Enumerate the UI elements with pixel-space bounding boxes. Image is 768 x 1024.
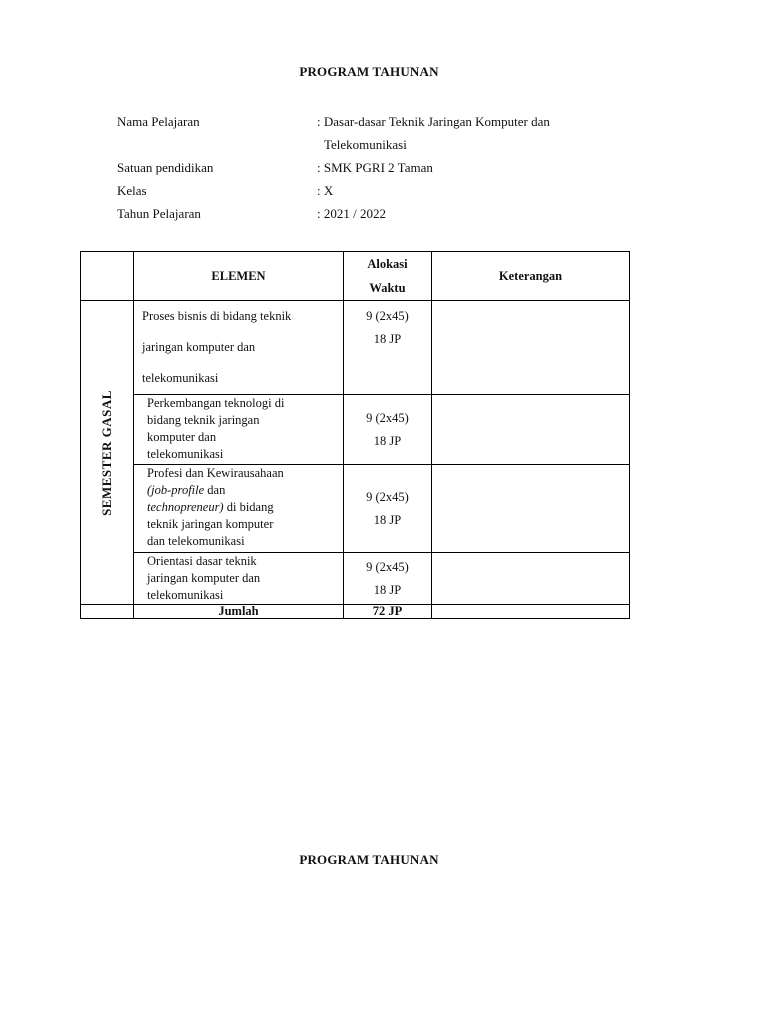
- elemen-line: telekomunikasi: [142, 371, 219, 385]
- elemen-italic-term: (job-profile: [147, 483, 205, 497]
- elemen-italic-term: technopreneur): [147, 500, 224, 514]
- header-elemen: ELEMEN: [134, 252, 344, 301]
- alokasi-cell: [344, 395, 432, 465]
- elemen-line: komputer dan: [147, 430, 217, 444]
- alokasi-cell: [344, 301, 432, 395]
- elemen-line: di bidang: [223, 500, 274, 514]
- program-table: [80, 251, 630, 619]
- elemen-line: Profesi dan Kewirausahaan: [147, 466, 284, 480]
- elemen-line: teknik jaringan komputer: [147, 517, 274, 531]
- total-empty-cell: [81, 605, 134, 619]
- header-alokasi-line2: Waktu: [369, 281, 406, 295]
- info-label: Tahun Pelajaran: [117, 206, 201, 221]
- info-row-subject: [117, 110, 637, 156]
- total-value: 72 JP: [344, 605, 432, 619]
- elemen-line: Perkembangan teknologi di: [147, 396, 285, 410]
- elemen-line: telekomunikasi: [147, 447, 224, 461]
- info-value: : X: [317, 183, 334, 198]
- info-label: Kelas: [117, 183, 147, 198]
- info-row-class: [117, 179, 637, 202]
- elemen-line: bidang teknik jaringan: [147, 413, 260, 427]
- page-title-next: PROGRAM TAHUNAN: [299, 852, 439, 867]
- elemen-line: dan: [204, 483, 226, 497]
- info-value-continuation: Telekomunikasi: [324, 137, 407, 152]
- keterangan-cell: [432, 465, 630, 553]
- total-row: [81, 605, 630, 619]
- table-row: [81, 395, 630, 465]
- table-header-row: [81, 252, 630, 301]
- keterangan-cell: [432, 301, 630, 395]
- elemen-line: jaringan komputer dan: [147, 571, 261, 585]
- alokasi-jp: 18 JP: [373, 512, 402, 527]
- subject-info: [117, 110, 637, 225]
- info-row-year: [117, 202, 637, 225]
- info-value: : 2021 / 2022: [317, 206, 386, 221]
- elemen-line: Proses bisnis di bidang teknik: [142, 309, 292, 323]
- semester-label: SEMESTER GASAL: [99, 389, 114, 516]
- alokasi-sessions: 9 (2x45): [366, 410, 409, 425]
- alokasi-sessions: 9 (2x45): [366, 489, 409, 504]
- elemen-cell: [134, 553, 344, 605]
- alokasi-jp: 18 JP: [373, 332, 402, 346]
- info-value-text: : Dasar-dasar Teknik Jaringan Komputer dan: [317, 114, 550, 129]
- table-row: [81, 553, 630, 605]
- semester-cell: [81, 301, 134, 605]
- info-label: Nama Pelajaran: [117, 114, 200, 129]
- elemen-line: telekomunikasi: [147, 588, 224, 602]
- total-label: Jumlah: [134, 605, 344, 619]
- alokasi-cell: [344, 553, 432, 605]
- header-keterangan: Keterangan: [432, 252, 630, 301]
- header-alokasi-line1: Alokasi: [367, 257, 408, 271]
- info-value: [317, 110, 637, 156]
- elemen-cell: [134, 465, 344, 553]
- header-empty-cell: [81, 252, 134, 301]
- page-title: PROGRAM TAHUNAN: [299, 64, 439, 79]
- header-alokasi: [344, 252, 432, 301]
- table-row: [81, 465, 630, 553]
- alokasi-jp: 18 JP: [373, 433, 402, 448]
- elemen-line: Orientasi dasar teknik: [147, 554, 257, 568]
- alokasi-sessions: 9 (2x45): [366, 559, 409, 574]
- elemen-cell: [134, 395, 344, 465]
- alokasi-jp: 18 JP: [373, 582, 402, 597]
- info-row-school: [117, 156, 637, 179]
- alokasi-sessions: 9 (2x45): [366, 309, 409, 323]
- elemen-line: dan telekomunikasi: [147, 534, 245, 548]
- elemen-line: jaringan komputer dan: [142, 340, 256, 354]
- info-label: Satuan pendidikan: [117, 160, 214, 175]
- elemen-cell: [134, 301, 344, 395]
- info-value: : SMK PGRI 2 Taman: [317, 160, 433, 175]
- keterangan-cell: [432, 553, 630, 605]
- table-row: [81, 301, 630, 395]
- alokasi-cell: [344, 465, 432, 553]
- total-keterangan-cell: [432, 605, 630, 619]
- keterangan-cell: [432, 395, 630, 465]
